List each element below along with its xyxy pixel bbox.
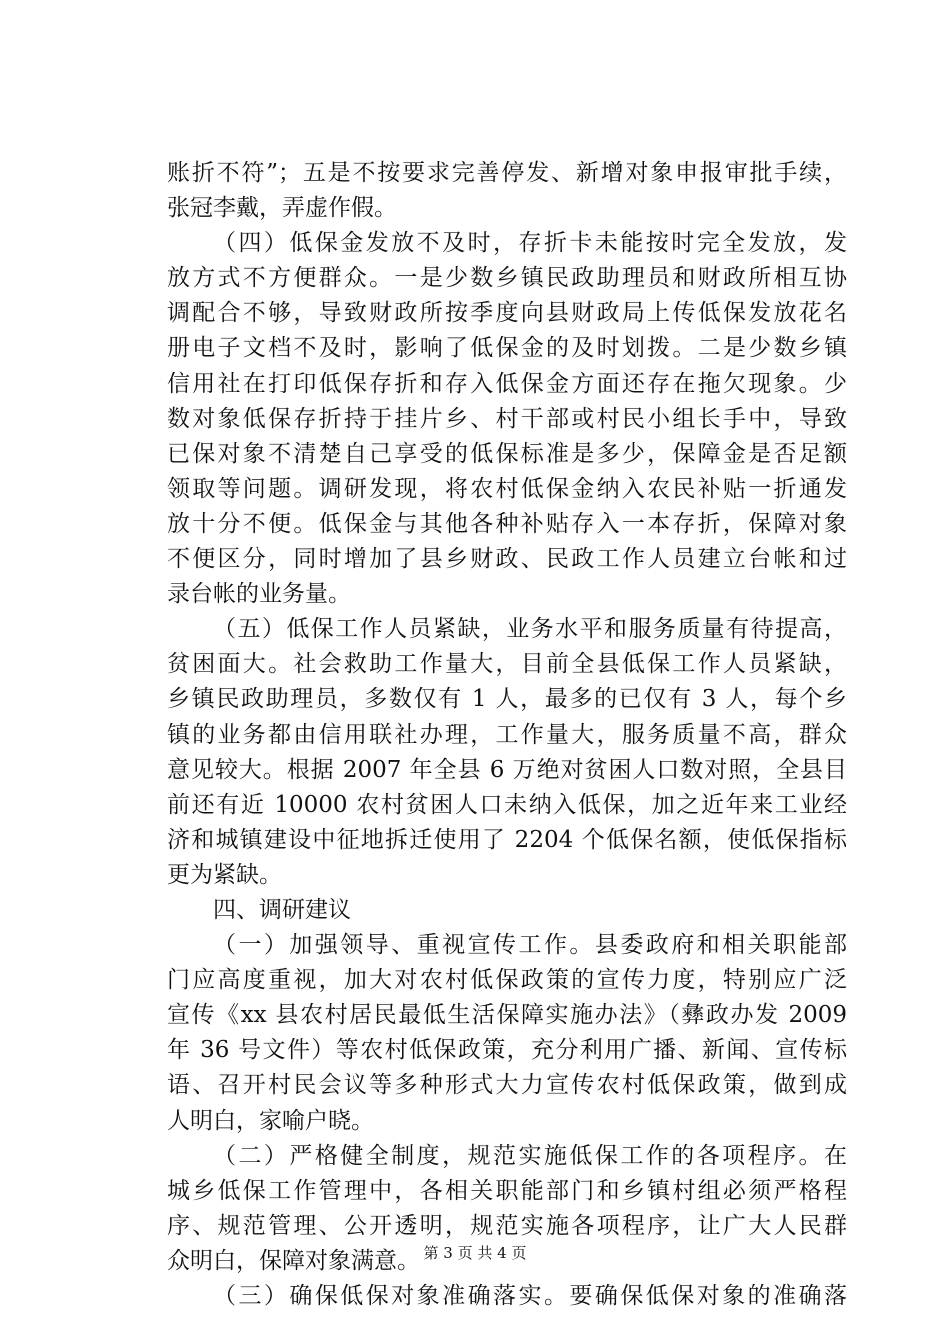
text-line: 众明白，保障对象满意。 bbox=[167, 1247, 420, 1274]
text-line: 人明白，家喻户晓。 bbox=[167, 1107, 374, 1134]
text-line: （三）确保低保对象准确落实。要确保低保对象的准确落 bbox=[213, 1283, 847, 1309]
text-line: 数对象低保存折持于挂片乡、村干部或村民小组长手中，导致 bbox=[167, 405, 847, 432]
text-line: 语、召开村民会议等多种形式大力宣传农村低保政策，做到成 bbox=[167, 1072, 847, 1099]
text-line: 镇的业务都由信用联社办理，工作量大，服务质量不高，群众 bbox=[167, 721, 847, 748]
text-line: 不便区分，同时增加了县乡财政、民政工作人员建立台帐和过 bbox=[167, 546, 847, 573]
text-line: 序、规范管理、公开透明，规范实施各项程序，让广大人民群 bbox=[167, 1212, 847, 1239]
text-line: 账折不符”；五是不按要求完善停发、新增对象申报审批手续， bbox=[167, 160, 847, 186]
text-line: 领取等问题。调研发现，将农村低保金纳入农民补贴一折通发 bbox=[167, 475, 847, 502]
document-body bbox=[167, 156, 847, 1314]
text-line: 济和城镇建设中征地拆迁使用了 2204 个低保名额，使低保指标 bbox=[167, 826, 847, 853]
text-line: （四）低保金发放不及时，存折卡未能按时完全发放，发 bbox=[213, 230, 847, 257]
text-line: 年 36 号文件）等农村低保政策，充分利用广播、新闻、宣传标 bbox=[167, 1037, 847, 1064]
page-footer: 第 3 页 共 4 页 bbox=[423, 1244, 527, 1262]
text-line: （一）加强领导、重视宣传工作。县委政府和相关职能部 bbox=[213, 932, 847, 959]
text-line: 放方式不方便群众。一是少数乡镇民政助理员和财政所相互协 bbox=[167, 265, 847, 292]
text-line: 贫困面大。社会救助工作量大，目前全县低保工作人员紧缺， bbox=[167, 651, 847, 678]
text-line: （五）低保工作人员紧缺，业务水平和服务质量有待提高， bbox=[213, 616, 847, 643]
text-line: 乡镇民政助理员，多数仅有 1 人，最多的已仅有 3 人，每个乡 bbox=[167, 686, 847, 713]
text-line: 放十分不便。低保金与其他各种补贴存入一本存折，保障对象 bbox=[167, 510, 847, 537]
text-line: 宣传《xx 县农村居民最低生活保障实施办法》（彝政办发 2009 bbox=[167, 1002, 847, 1029]
text-line: 更为紧缺。 bbox=[167, 861, 282, 888]
text-line: 门应高度重视，加大对农村低保政策的宣传力度，特别应广泛 bbox=[167, 967, 847, 994]
text-line: 信用社在打印低保存折和存入低保金方面还存在拖欠现象。少 bbox=[167, 370, 847, 397]
text-line: 张冠李戴，弄虚作假。 bbox=[167, 195, 397, 222]
text-line: 调配合不够，导致财政所按季度向县财政局上传低保发放花名 bbox=[167, 300, 847, 327]
text-line: 录台帐的业务量。 bbox=[167, 581, 351, 608]
text-line: （二）严格健全制度，规范实施低保工作的各项程序。在 bbox=[213, 1142, 847, 1169]
text-line: 意见较大。根据 2007 年全县 6 万绝对贫困人口数对照，全县目 bbox=[167, 756, 847, 783]
text-line: 已保对象不清楚自己享受的低保标准是多少，保障金是否足额 bbox=[167, 440, 847, 467]
text-line: 册电子文档不及时，影响了低保金的及时划拨。二是少数乡镇 bbox=[167, 335, 847, 362]
text-line: 城乡低保工作管理中，各相关职能部门和乡镇村组必须严格程 bbox=[167, 1177, 847, 1204]
text-line: 四、调研建议 bbox=[213, 896, 351, 923]
text-line: 前还有近 10000 农村贫困人口未纳入低保，加之近年来工业经 bbox=[167, 791, 847, 818]
